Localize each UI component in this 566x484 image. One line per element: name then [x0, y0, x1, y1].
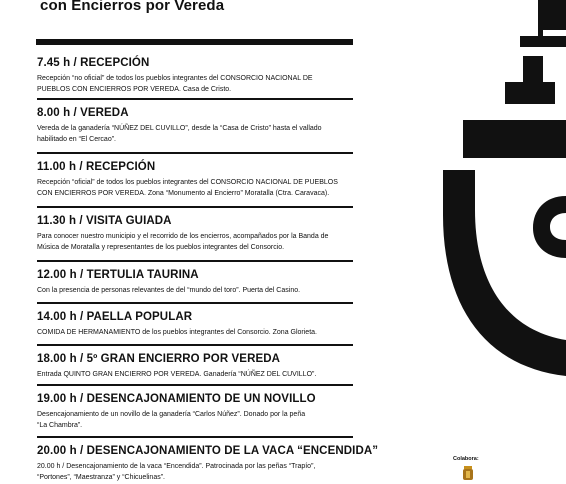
schedule-item-heading: 11.30 h / VISITA GUIADA [37, 215, 172, 227]
divider [37, 260, 353, 262]
description-line: Entrada QUINTO GRAN ENCIERRO POR VEREDA. Ganadería “NÚÑEZ DEL CUVILLO”. [37, 371, 317, 378]
schedule-item-heading: 7.45 h / RECEPCIÓN [37, 57, 150, 69]
schedule-item-heading: 19.00 h / DESENCAJONAMIENTO DE UN NOVILLO [37, 393, 316, 405]
divider [37, 206, 353, 208]
schedule-item-description [37, 369, 353, 380]
description-line: Recepción “no oficial” de todos los pueblos integrantes del CONSORCIO NACIONAL DE [37, 75, 313, 82]
schedule-item-description [37, 123, 353, 145]
schedule-item-description [37, 177, 353, 199]
description-line: “Portones”, “Maestranza” y “Chicuelinas”. [37, 474, 165, 481]
schedule-item [37, 106, 353, 160]
schedule-item-heading: 20.00 h / DESENCAJONAMIENTO DE LA VACA “ENCENDIDA” [37, 445, 379, 457]
divider [37, 152, 353, 154]
description-line: Música de Moratalla y representantes de los pueblos integrantes del Consorcio. [37, 244, 285, 251]
description-line: Desencajonamiento de un novillo de la ganadería “Carlos Núñez”. Donado por la peña [37, 411, 306, 418]
town-crest-icon [460, 466, 476, 480]
description-line: Para conocer nuestro municipio y el recorrido de los encierros, acompañados por la Banda de [37, 233, 329, 240]
description-line: 20.00 h / Desencajonamiento de la vaca “Encendida”. Patrocinada por las peñas “Trapío”, [37, 463, 316, 470]
description-line: COMIDA DE HERMANAMIENTO de los pueblos integrantes del Consorcio. Zona Glorieta. [37, 329, 317, 336]
schedule-item-heading: 18.00 h / 5º GRAN ENCIERRO POR VEREDA [37, 353, 281, 365]
schedule-item-heading: 14.00 h / PAELLA POPULAR [37, 311, 193, 323]
description-line: habilitado en “El Cercao”. [37, 136, 116, 143]
consortium-emblem-graphic [395, 0, 566, 380]
schedule-item [37, 444, 379, 484]
divider [37, 384, 353, 386]
schedule-item-heading: 8.00 h / VEREDA [37, 107, 129, 119]
schedule-item [37, 160, 353, 214]
schedule-item [37, 214, 353, 268]
description-line: PUEBLOS CON ENCIERROS POR VEREDA. Casa de Cristo. [37, 86, 232, 93]
schedule-item [37, 392, 353, 444]
page-subtitle: con Encierros por Vereda [40, 0, 225, 14]
schedule-item [37, 310, 353, 352]
schedule-item-heading: 12.00 h / TERTULIA TAURINA [37, 269, 199, 281]
schedule-item-description [37, 285, 353, 296]
divider [37, 98, 353, 100]
schedule-item-description [37, 73, 353, 95]
schedule-item [37, 268, 353, 310]
description-line: “La Chambra”. [37, 422, 83, 429]
description-line: CON ENCIERROS POR VEREDA. Zona “Monumento al Encierro” Moratalla (Ctra. Caravaca). [37, 190, 330, 197]
schedule-item-description [37, 409, 353, 431]
schedule-item-heading: 11.00 h / RECEPCIÓN [37, 161, 156, 173]
divider [37, 302, 353, 304]
top-rule [36, 39, 353, 45]
description-line: Recepción “oficial” de todos los pueblos integrantes del CONSORCIO NACIONAL DE PUEBLOS [37, 179, 338, 186]
sponsor-label: Colabora: [453, 456, 479, 462]
divider [37, 436, 353, 438]
schedule-list [37, 56, 379, 484]
description-line: Vereda de la ganadería “NÚÑEZ DEL CUVILLO”, desde la “Casa de Cristo” hasta el vallado [37, 125, 322, 132]
schedule-item [37, 56, 353, 106]
schedule-item-description [37, 327, 353, 338]
divider [37, 344, 353, 346]
schedule-item-description [37, 231, 353, 253]
description-line: Con la presencia de personas relevantes de del “mundo del toro”. Puerta del Casino. [37, 287, 301, 294]
schedule-item [37, 352, 353, 392]
